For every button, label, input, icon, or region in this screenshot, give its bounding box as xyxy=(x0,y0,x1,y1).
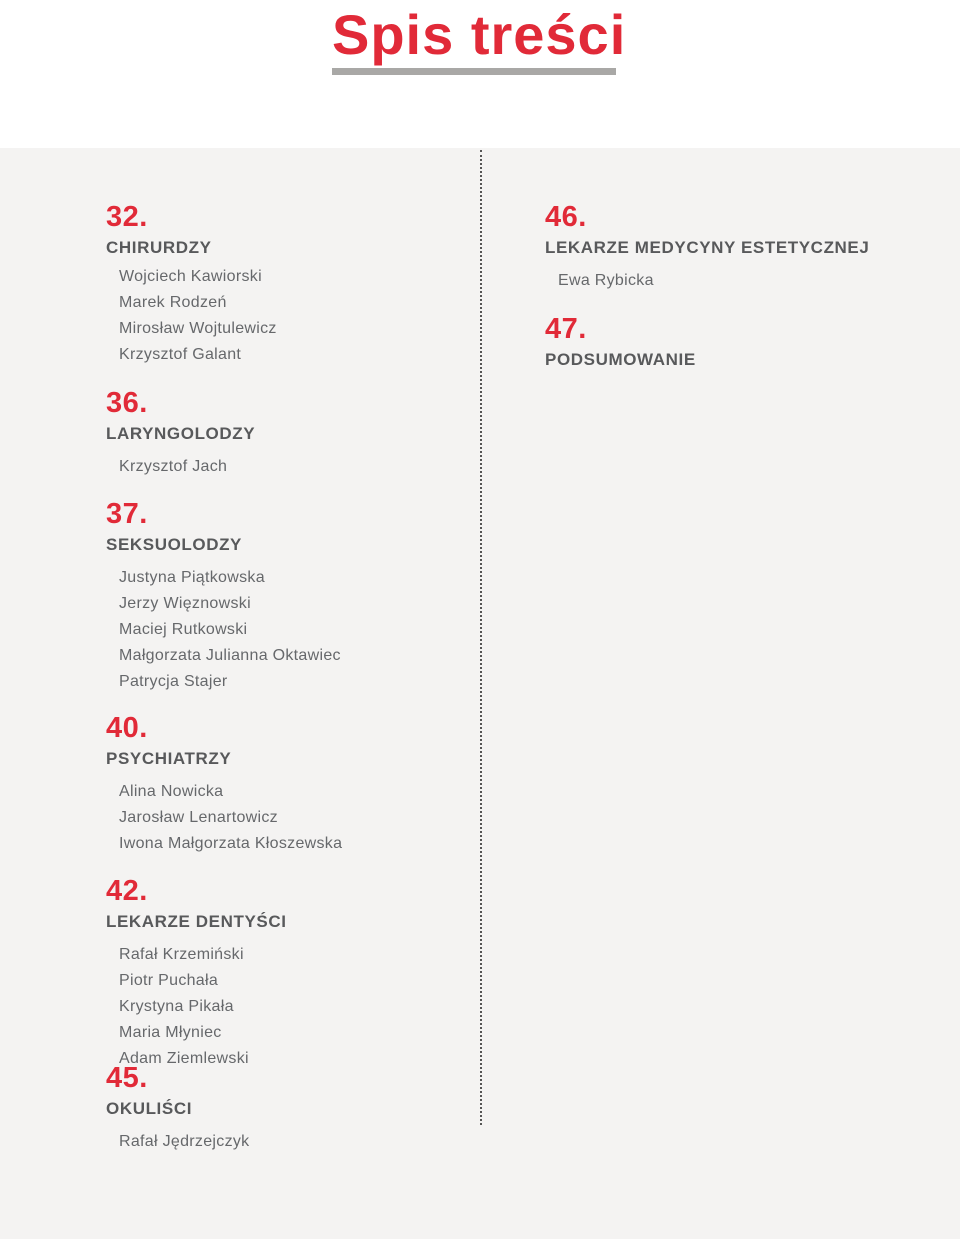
section-page-number: 46. xyxy=(545,201,587,233)
toc-section xyxy=(106,200,277,368)
section-category: CHIRURDZY xyxy=(106,238,212,257)
section-page-number: 40. xyxy=(106,712,148,744)
section-category: SEKSUOLODZY xyxy=(106,535,243,554)
doctor-name: Krzysztof Jach xyxy=(119,458,228,475)
section-page-number: 42. xyxy=(106,875,148,907)
doctor-name: Rafał Krzemiński xyxy=(119,946,244,963)
section-page-number: 47. xyxy=(545,313,587,345)
toc-section xyxy=(106,497,341,695)
toc-section xyxy=(545,312,696,370)
toc-section xyxy=(106,1061,249,1155)
doctor-name: Mirosław Wojtulewicz xyxy=(119,320,277,337)
section-page-number: 37. xyxy=(106,498,148,530)
doctor-name: Justyna Piątkowska xyxy=(119,569,265,586)
section-names xyxy=(119,779,342,857)
section-names xyxy=(119,942,287,1072)
doctor-name: Adam Ziemlewski xyxy=(119,1050,249,1067)
doctor-name: Maciej Rutkowski xyxy=(119,621,248,638)
doctor-name: Marek Rodzeń xyxy=(119,294,227,311)
section-names xyxy=(119,454,255,480)
section-category: LEKARZE MEDYCYNY ESTETYCZNEJ xyxy=(545,238,870,257)
title-underline xyxy=(332,68,616,75)
section-page-number: 36. xyxy=(106,387,148,419)
section-category: PODSUMOWANIE xyxy=(545,350,696,369)
toc-section xyxy=(106,711,342,857)
section-page-number: 32. xyxy=(106,201,148,233)
section-names xyxy=(119,1129,249,1155)
section-names xyxy=(558,268,869,294)
page-title: Spis treści xyxy=(332,3,627,66)
doctor-name: Małgorzata Julianna Oktawiec xyxy=(119,647,341,664)
doctor-name: Iwona Małgorzata Kłoszewska xyxy=(119,835,343,852)
section-category: LARYNGOLODZY xyxy=(106,424,256,443)
section-page-number: 45. xyxy=(106,1062,148,1094)
doctor-name: Jerzy Więznowski xyxy=(119,595,251,612)
doctor-name: Piotr Puchała xyxy=(119,972,219,989)
doctor-name: Maria Młyniec xyxy=(119,1024,222,1041)
doctor-name: Krystyna Pikała xyxy=(119,998,234,1015)
doctor-name: Wojciech Kawiorski xyxy=(119,268,262,285)
doctor-name: Rafał Jędrzejczyk xyxy=(119,1133,250,1150)
doctor-name: Ewa Rybicka xyxy=(558,272,654,289)
section-category: PSYCHIATRZY xyxy=(106,749,232,768)
doctor-name: Alina Nowicka xyxy=(119,783,224,800)
section-names xyxy=(119,565,341,695)
toc-section xyxy=(106,386,255,480)
toc-section xyxy=(545,200,869,294)
section-names xyxy=(119,264,277,368)
doctor-name: Jarosław Lenartowicz xyxy=(119,809,278,826)
section-category: OKULIŚCI xyxy=(106,1099,193,1118)
column-divider xyxy=(480,150,482,1125)
doctor-name: Krzysztof Galant xyxy=(119,346,242,363)
toc-section xyxy=(106,874,287,1072)
section-category: LEKARZE DENTYŚCI xyxy=(106,912,287,931)
doctor-name: Patrycja Stajer xyxy=(119,673,228,690)
